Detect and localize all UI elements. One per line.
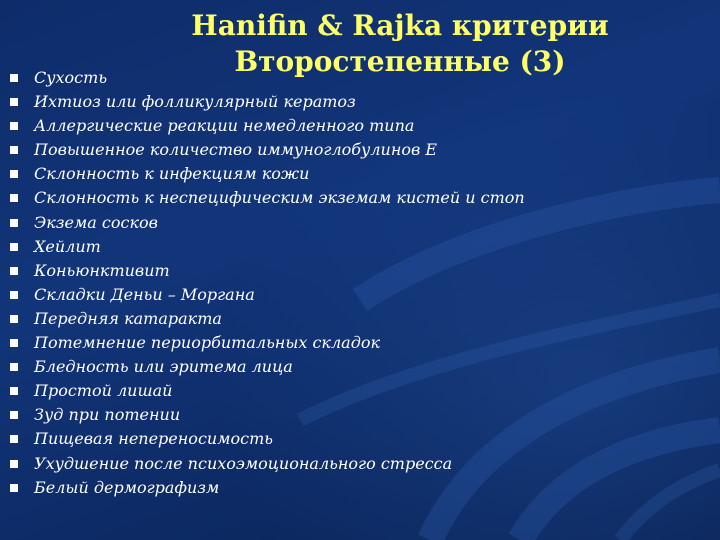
square-bullet-icon: [10, 146, 18, 154]
square-bullet-icon: [10, 363, 18, 371]
square-bullet-icon: [10, 170, 18, 178]
list-item-text: Белый дермографизм: [34, 477, 220, 497]
square-bullet-icon: [10, 435, 18, 443]
list-item-text: Экзема сосков: [34, 212, 158, 232]
list-item-text: Ихтиоз или фолликулярный кератоз: [34, 92, 356, 112]
square-bullet-icon: [10, 122, 18, 130]
title-line-1: Hanifin & Rajka критерии: [191, 9, 609, 42]
square-bullet-icon: [10, 194, 18, 202]
list-item-text: Зуд при потении: [34, 405, 181, 425]
square-bullet-icon: [10, 484, 18, 492]
title-line-2: Второстепенные (3): [234, 45, 566, 78]
list-item-text: Склонность к неспецифическим экземам кистей и стоп: [34, 188, 525, 208]
square-bullet-icon: [10, 267, 18, 275]
square-bullet-icon: [10, 74, 18, 82]
list-item-text: Ухудшение после психоэмоционального стресса: [34, 453, 453, 473]
list-item-text: Простой лишай: [34, 381, 173, 401]
list-item-text: Аллергические реакции немедленного типа: [34, 116, 415, 136]
list-item-text: Потемнение периорбитальных складок: [34, 333, 381, 353]
square-bullet-icon: [10, 98, 18, 106]
square-bullet-icon: [10, 291, 18, 299]
square-bullet-icon: [10, 315, 18, 323]
square-bullet-icon: [10, 339, 18, 347]
square-bullet-icon: [10, 460, 18, 468]
slide-title: [110, 8, 690, 80]
list-item-text: Хейлит: [34, 236, 101, 256]
list-item-text: Сухость: [34, 68, 108, 87]
list-item-text: Складки Деньи – Моргана: [34, 284, 255, 304]
list-item-text: Бледность или эритема лица: [34, 357, 293, 377]
list-item-text: Склонность к инфекциям кожи: [34, 164, 310, 184]
list-item-text: Коньюнктивит: [34, 260, 170, 280]
square-bullet-icon: [10, 387, 18, 395]
list-item-text: Повышенное количество иммуноглобулинов Е: [34, 140, 438, 160]
square-bullet-icon: [10, 243, 18, 251]
square-bullet-icon: [10, 219, 18, 227]
list-item-text: Пищевая непереносимость: [34, 429, 273, 449]
square-bullet-icon: [10, 411, 18, 419]
list-item-text: Передняя катаракта: [34, 308, 222, 328]
